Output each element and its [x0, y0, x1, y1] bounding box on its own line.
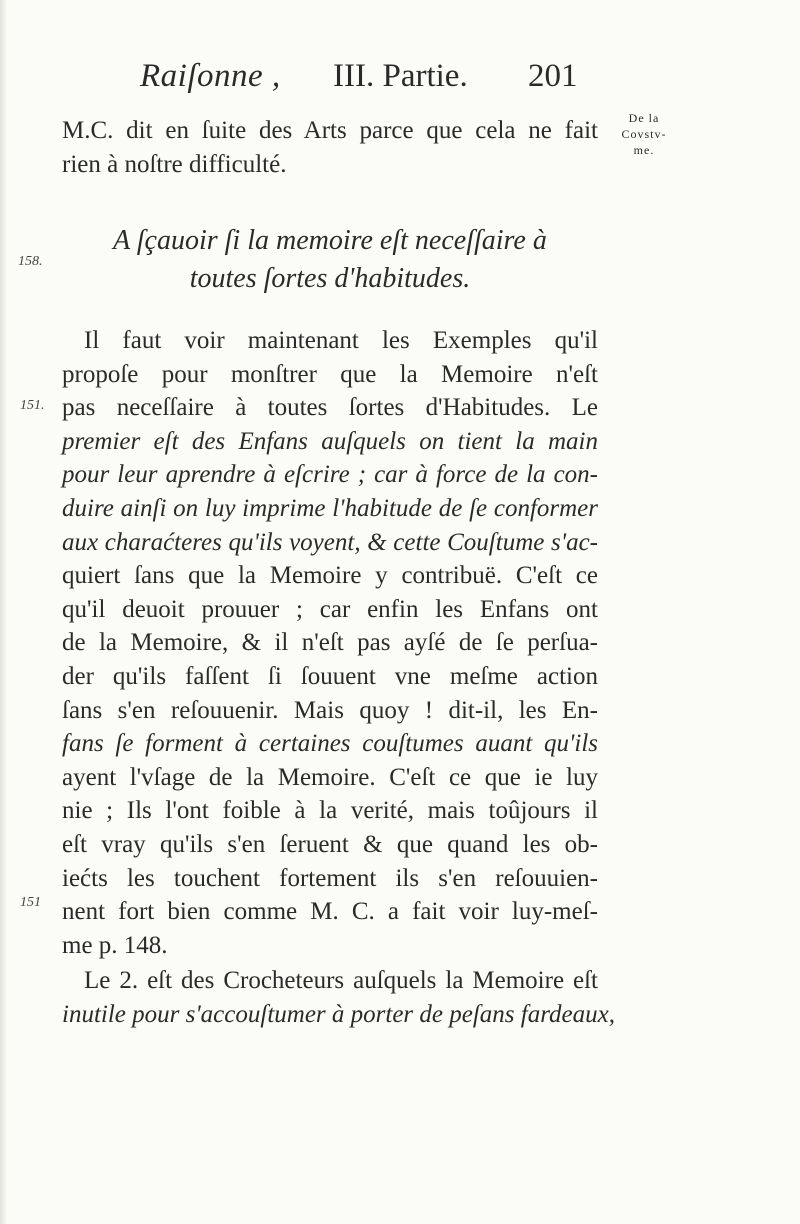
- running-title: Raiſonne ,: [140, 58, 281, 94]
- text-line: rien à noſtre difficulté.: [62, 150, 287, 178]
- text-line: M.C. dit en ſuite des Arts parce que cela ne fait: [62, 117, 598, 144]
- margin-number: 158.: [18, 254, 43, 269]
- text-line: de la Memoire, & il n'eſt pas ayſé de ſe perſua-: [62, 629, 598, 657]
- text-line: inutile pour s'accouſtumer à porter de peſans fardeaux,: [62, 1000, 615, 1028]
- part-label: III. Partie.: [333, 58, 468, 94]
- text-line: iećts les touchent fortement ils s'en reſouuien-: [62, 864, 598, 892]
- text-line: nie ; Ils l'ont foible à la verité, mais toûjours il: [62, 797, 598, 825]
- text-line: pour leur aprendre à eſcrire ; car à force de la con-: [62, 461, 598, 489]
- text-line: ſans s'en reſouuenir. Mais quoy ! dit-il, les En-: [62, 696, 598, 724]
- side-note-line: Covstv-: [621, 127, 667, 141]
- margin-number: 151: [20, 895, 41, 910]
- text-line: ayent l'vſage de la Memoire. C'eſt ce que ie luy: [62, 763, 598, 791]
- heading-line: A ſçauoir ſi la memoire eſt neceſſaire à: [113, 225, 547, 256]
- side-note: [604, 110, 684, 158]
- text-line: Le 2. eſt des Crocheteurs auſquels la Memoire eſt: [84, 967, 598, 994]
- text-line: quiert ſans que la Memoire y contribuë. C'eſt ce: [62, 562, 598, 590]
- text-line: pas neceſſaire à toutes ſortes d'Habitudes. Le: [62, 394, 598, 422]
- paragraph-2: [62, 964, 615, 1031]
- paragraph-1: [62, 324, 598, 962]
- text-line: der qu'ils faſſent ſi ſouuent vne meſme action: [62, 662, 598, 690]
- text-line: fans ſe forment à certaines couſtumes auant qu'ils: [62, 730, 598, 758]
- text-line: me p. 148.: [62, 931, 168, 959]
- heading-line: toutes ſortes d'habitudes.: [189, 263, 471, 294]
- side-note-line: De la: [628, 111, 660, 125]
- running-header: [0, 58, 800, 102]
- text-line: qu'il deuoit prouuer ; car enfin les Enfans ont: [62, 595, 598, 623]
- text-line: duire ainſi on luy imprime l'habitude de ſe conformer: [62, 494, 598, 522]
- page-edge-shadow: [0, 0, 6, 1224]
- opening-text: [62, 114, 598, 181]
- text-line: nent fort bien comme M. C. a fait voir luy-meſ-: [62, 898, 598, 926]
- text-line: eſt vray qu'ils s'en ſeruent & que quand les ob-: [62, 830, 598, 858]
- section-heading: [62, 222, 598, 298]
- side-note-line: me.: [633, 143, 655, 157]
- text-line: aux charaćteres qu'ils voyent, & cette Couſtume s'ac-: [62, 528, 598, 556]
- text-line: premier eſt des Enfans auſquels on tient la main: [62, 427, 598, 455]
- text-line: propoſe pour monſtrer que la Memoire n'eſt: [62, 360, 598, 388]
- page-number: 201: [528, 58, 578, 94]
- text-line: Il faut voir maintenant les Exemples qu'il: [84, 327, 598, 354]
- margin-number: 151.: [20, 398, 45, 413]
